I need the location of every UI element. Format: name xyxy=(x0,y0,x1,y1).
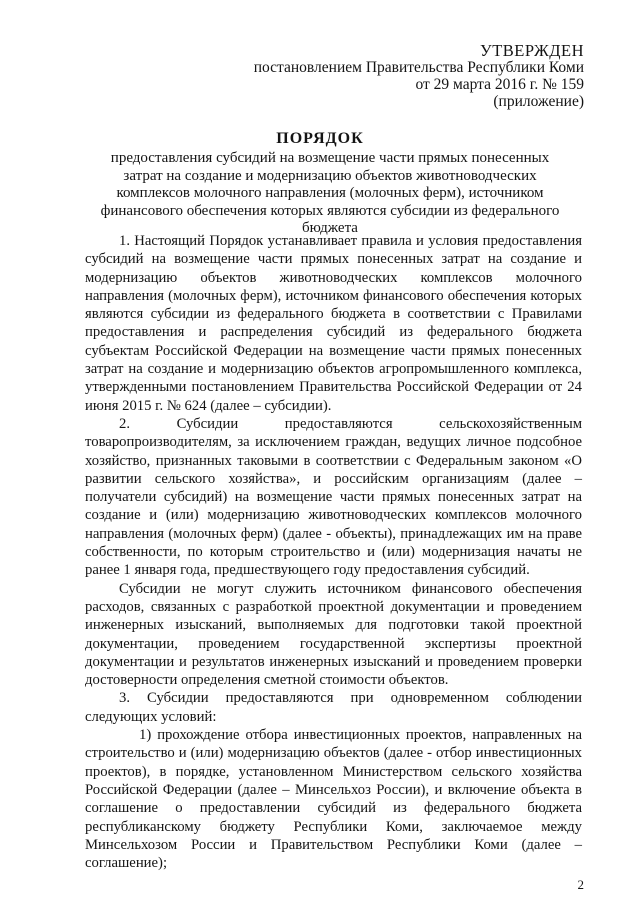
approval-title: УТВЕРЖДЕН xyxy=(480,41,584,60)
approval-line-1: постановлением Правительства Республики Коми xyxy=(253,59,584,76)
paragraph-2: 2. Субсидии предоставляются сельскохозяйственным товаропроизводителям, за исключением граждан, ведущих личное подсобное хозяйство, признанных таковыми в соответствии с Федеральным законом «О развитии сельского хозяйства», и российским организациям (далее – получатели субсидий) на возмещение части прямых понесенных затрат на создание и (или) модернизацию животноводческих комплексов молочного направления (молочных ферм) (далее - объекты), принадлежащих им на праве собственности, по которым строительство и (или) модернизация начаты не ранее 1 января года, предшествующего году предоставления субсидий. xyxy=(85,415,582,579)
page-number: 2 xyxy=(577,877,584,892)
approval-line-2: от 29 марта 2016 г. № 159 xyxy=(415,76,584,93)
paragraph-1: 1. Настоящий Порядок устанавливает правила и условия предоставления субсидий на возмещение части прямых понесенных затрат на создание и модернизацию объектов животноводческих комплексов молочного направления (молочных ферм), источником финансового обеспечения которых являются субсидии из федерального бюджета в соответствии с Правилами предоставления и распределения субсидий из федерального бюджета субъектам Российской Федерации на возмещение части прямых понесенных затрат на создание и модернизацию объектов агропромышленного комплекса, утвержденными постановлением Правительства Российской Федерации от 24 июня 2015 г. № 624 (далее – субсидии). xyxy=(85,233,582,414)
document-body xyxy=(85,232,582,872)
paragraph-5: 1) прохождение отбора инвестиционных проектов, направленных на строительство и (или) модернизацию объектов (далее - отбор инвестиционных проектов), в порядке, установленном Министерством сельского хозяйства Российской Федерации (далее – Минсельхоз России), и включение объекта в соглашение о предоставлении субсидий из федерального бюджета республиканскому бюджету Республики Коми, заключаемое между Минсельхозом России и Правительством Республики Коми (далее – соглашение); xyxy=(85,727,582,872)
document-subtitle: предоставления субсидий на возмещение части прямых понесенных затрат на создание и модернизацию объектов животноводческих комплексов молочного направления (молочных ферм), источником финансового обеспечения которых являются субсидии из федерального бюджета xyxy=(100,150,560,236)
approval-stamp xyxy=(204,42,584,110)
document-title: ПОРЯДОК xyxy=(276,130,364,147)
approval-line-3: (приложение) xyxy=(493,93,584,110)
paragraph-3: Субсидии не могут служить источником финансового обеспечения расходов, связанных с разработкой проектной документации и проведением инженерных изысканий, выполняемых для подготовки такой проектной документации, проведением государственной экспертизы проектной документации и результатов инженерных изысканий и проведением проверки достоверности определения сметной стоимости объектов. xyxy=(85,580,582,689)
paragraph-4: 3. Субсидии предоставляются при одновременном соблюдении следующих условий: xyxy=(85,690,582,725)
